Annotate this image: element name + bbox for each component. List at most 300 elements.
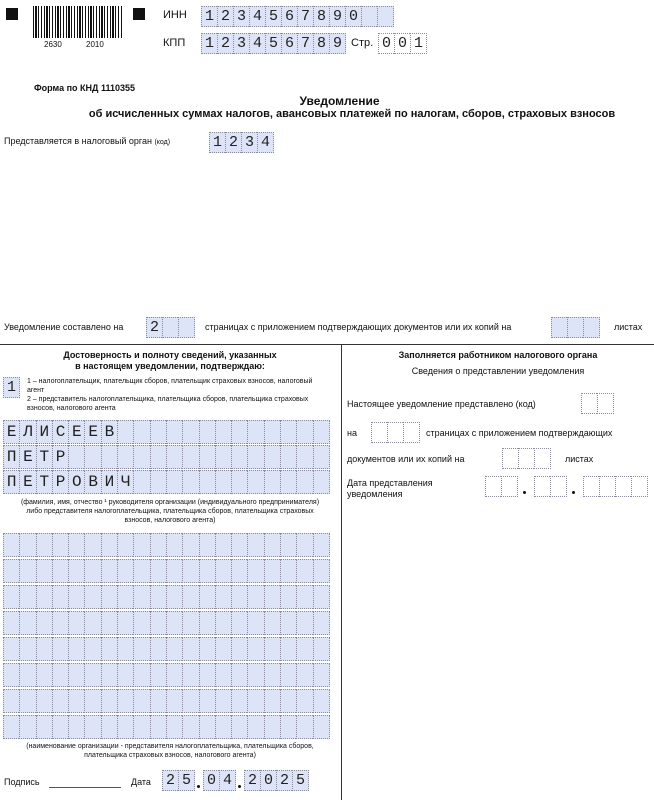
char-cell[interactable]: [280, 470, 296, 494]
char-cell[interactable]: 2: [276, 770, 292, 791]
date-year-field[interactable]: [244, 770, 309, 791]
char-cell[interactable]: [534, 476, 550, 497]
office-date-month-field[interactable]: [534, 476, 567, 497]
char-cell[interactable]: [581, 393, 597, 414]
char-cell[interactable]: [231, 533, 247, 557]
char-cell[interactable]: [150, 470, 166, 494]
char-cell[interactable]: [518, 448, 534, 469]
char-cell[interactable]: [247, 420, 263, 444]
char-cell[interactable]: [313, 611, 330, 635]
organization-name-row[interactable]: [3, 689, 330, 713]
char-cell[interactable]: [166, 689, 182, 713]
char-cell[interactable]: [296, 470, 312, 494]
char-cell[interactable]: [19, 689, 35, 713]
char-cell[interactable]: [387, 422, 403, 443]
char-cell[interactable]: В: [84, 470, 100, 494]
char-cell[interactable]: [551, 317, 567, 338]
char-cell[interactable]: [84, 585, 100, 609]
char-cell[interactable]: [199, 470, 215, 494]
char-cell[interactable]: [280, 663, 296, 687]
char-cell[interactable]: [150, 445, 166, 469]
char-cell[interactable]: Л: [19, 420, 35, 444]
char-cell[interactable]: [162, 317, 178, 338]
char-cell[interactable]: [264, 663, 280, 687]
char-cell[interactable]: [280, 559, 296, 583]
char-cell[interactable]: [36, 559, 52, 583]
char-cell[interactable]: [313, 663, 330, 687]
char-cell[interactable]: [36, 663, 52, 687]
char-cell[interactable]: [264, 420, 280, 444]
char-cell[interactable]: [101, 715, 117, 739]
char-cell[interactable]: Р: [52, 470, 68, 494]
char-cell[interactable]: [133, 663, 149, 687]
char-cell[interactable]: 1: [201, 33, 217, 54]
char-cell[interactable]: [166, 445, 182, 469]
tax-office-code-field[interactable]: [209, 132, 274, 153]
char-cell[interactable]: [84, 637, 100, 661]
char-cell[interactable]: [117, 715, 133, 739]
char-cell[interactable]: [3, 663, 19, 687]
char-cell[interactable]: 3: [233, 6, 249, 27]
char-cell[interactable]: [117, 637, 133, 661]
char-cell[interactable]: [215, 689, 231, 713]
char-cell[interactable]: [199, 559, 215, 583]
char-cell[interactable]: 0: [203, 770, 219, 791]
char-cell[interactable]: [567, 317, 583, 338]
char-cell[interactable]: [68, 715, 84, 739]
char-cell[interactable]: [231, 637, 247, 661]
signature-line[interactable]: [49, 787, 121, 788]
organization-name-row[interactable]: [3, 715, 330, 739]
organization-name-row[interactable]: [3, 559, 330, 583]
char-cell[interactable]: [68, 663, 84, 687]
char-cell[interactable]: [247, 445, 263, 469]
char-cell[interactable]: [199, 663, 215, 687]
char-cell[interactable]: 0: [378, 33, 394, 54]
char-cell[interactable]: 3: [241, 132, 257, 153]
char-cell[interactable]: [215, 445, 231, 469]
char-cell[interactable]: [166, 585, 182, 609]
char-cell[interactable]: 5: [265, 6, 281, 27]
char-cell[interactable]: [280, 445, 296, 469]
char-cell[interactable]: [231, 585, 247, 609]
char-cell[interactable]: [215, 470, 231, 494]
char-cell[interactable]: [231, 559, 247, 583]
char-cell[interactable]: [247, 611, 263, 635]
char-cell[interactable]: [19, 663, 35, 687]
char-cell[interactable]: [296, 689, 312, 713]
char-cell[interactable]: [84, 559, 100, 583]
char-cell[interactable]: [280, 715, 296, 739]
char-cell[interactable]: [296, 611, 312, 635]
char-cell[interactable]: [52, 611, 68, 635]
char-cell[interactable]: [264, 585, 280, 609]
char-cell[interactable]: [84, 611, 100, 635]
char-cell[interactable]: [296, 663, 312, 687]
char-cell[interactable]: [68, 445, 84, 469]
char-cell[interactable]: [264, 559, 280, 583]
char-cell[interactable]: [68, 585, 84, 609]
char-cell[interactable]: [166, 715, 182, 739]
char-cell[interactable]: [150, 715, 166, 739]
char-cell[interactable]: Е: [3, 420, 19, 444]
inn-field[interactable]: [201, 6, 394, 27]
char-cell[interactable]: [631, 476, 648, 497]
char-cell[interactable]: [3, 559, 19, 583]
char-cell[interactable]: 0: [394, 33, 410, 54]
char-cell[interactable]: [534, 448, 551, 469]
char-cell[interactable]: [166, 420, 182, 444]
char-cell[interactable]: [182, 585, 198, 609]
char-cell[interactable]: [313, 559, 330, 583]
char-cell[interactable]: [84, 533, 100, 557]
char-cell[interactable]: [150, 611, 166, 635]
char-cell[interactable]: [68, 533, 84, 557]
char-cell[interactable]: [101, 533, 117, 557]
char-cell[interactable]: Е: [84, 420, 100, 444]
char-cell[interactable]: [280, 689, 296, 713]
char-cell[interactable]: [296, 420, 312, 444]
char-cell[interactable]: [182, 445, 198, 469]
char-cell[interactable]: 5: [292, 770, 309, 791]
char-cell[interactable]: [182, 611, 198, 635]
char-cell[interactable]: 8: [313, 33, 329, 54]
char-cell[interactable]: Е: [19, 470, 35, 494]
char-cell[interactable]: 9: [329, 33, 346, 54]
char-cell[interactable]: П: [3, 445, 19, 469]
char-cell[interactable]: [182, 420, 198, 444]
office-date-day-field[interactable]: [485, 476, 518, 497]
char-cell[interactable]: [150, 689, 166, 713]
char-cell[interactable]: [231, 445, 247, 469]
char-cell[interactable]: [215, 420, 231, 444]
last-name-field[interactable]: [3, 420, 330, 444]
char-cell[interactable]: 7: [297, 33, 313, 54]
char-cell[interactable]: [133, 715, 149, 739]
char-cell[interactable]: [215, 715, 231, 739]
char-cell[interactable]: [150, 663, 166, 687]
organization-name-row[interactable]: [3, 585, 330, 609]
char-cell[interactable]: Ч: [117, 470, 133, 494]
char-cell[interactable]: [199, 445, 215, 469]
char-cell[interactable]: [215, 637, 231, 661]
char-cell[interactable]: [231, 420, 247, 444]
char-cell[interactable]: [247, 533, 263, 557]
char-cell[interactable]: С: [52, 420, 68, 444]
char-cell[interactable]: [215, 559, 231, 583]
char-cell[interactable]: [403, 422, 420, 443]
char-cell[interactable]: [199, 420, 215, 444]
char-cell[interactable]: [117, 420, 133, 444]
char-cell[interactable]: Е: [19, 445, 35, 469]
char-cell[interactable]: 6: [281, 33, 297, 54]
date-month-field[interactable]: [203, 770, 236, 791]
char-cell[interactable]: [133, 611, 149, 635]
char-cell[interactable]: 8: [313, 6, 329, 27]
char-cell[interactable]: [247, 470, 263, 494]
char-cell[interactable]: [280, 637, 296, 661]
sheets-count-field[interactable]: [551, 317, 600, 338]
char-cell[interactable]: 5: [265, 33, 281, 54]
char-cell[interactable]: И: [101, 470, 117, 494]
char-cell[interactable]: [133, 585, 149, 609]
char-cell[interactable]: [182, 470, 198, 494]
char-cell[interactable]: [84, 689, 100, 713]
char-cell[interactable]: [182, 637, 198, 661]
signer-type-field[interactable]: [3, 377, 20, 398]
char-cell[interactable]: [101, 663, 117, 687]
char-cell[interactable]: 0: [345, 6, 361, 27]
char-cell[interactable]: [296, 533, 312, 557]
char-cell[interactable]: 6: [281, 6, 297, 27]
char-cell[interactable]: [313, 470, 330, 494]
char-cell[interactable]: 4: [257, 132, 274, 153]
char-cell[interactable]: [133, 470, 149, 494]
char-cell[interactable]: [231, 663, 247, 687]
char-cell[interactable]: 2: [217, 6, 233, 27]
char-cell[interactable]: [101, 585, 117, 609]
organization-name-row[interactable]: [3, 533, 330, 557]
char-cell[interactable]: [19, 637, 35, 661]
char-cell[interactable]: [182, 689, 198, 713]
char-cell[interactable]: [264, 715, 280, 739]
char-cell[interactable]: [133, 689, 149, 713]
char-cell[interactable]: 9: [329, 6, 345, 27]
first-name-field[interactable]: [3, 445, 330, 469]
char-cell[interactable]: [84, 445, 100, 469]
office-sheets-field[interactable]: [502, 448, 551, 469]
char-cell[interactable]: [150, 637, 166, 661]
char-cell[interactable]: [150, 585, 166, 609]
char-cell[interactable]: [231, 689, 247, 713]
char-cell[interactable]: [182, 715, 198, 739]
char-cell[interactable]: Т: [36, 445, 52, 469]
page-number-field[interactable]: [378, 33, 427, 54]
char-cell[interactable]: [264, 689, 280, 713]
char-cell[interactable]: [247, 559, 263, 583]
char-cell[interactable]: Р: [52, 445, 68, 469]
char-cell[interactable]: [313, 420, 330, 444]
char-cell[interactable]: 5: [178, 770, 195, 791]
office-pages-field[interactable]: [371, 422, 420, 443]
organization-name-row[interactable]: [3, 663, 330, 687]
char-cell[interactable]: [133, 637, 149, 661]
char-cell[interactable]: [313, 715, 330, 739]
char-cell[interactable]: [264, 637, 280, 661]
char-cell[interactable]: [182, 663, 198, 687]
char-cell[interactable]: [371, 422, 387, 443]
char-cell[interactable]: [101, 611, 117, 635]
char-cell[interactable]: [36, 585, 52, 609]
char-cell[interactable]: [583, 317, 600, 338]
char-cell[interactable]: [199, 533, 215, 557]
char-cell[interactable]: [36, 533, 52, 557]
char-cell[interactable]: [3, 689, 19, 713]
char-cell[interactable]: 1: [209, 132, 225, 153]
char-cell[interactable]: [599, 476, 615, 497]
char-cell[interactable]: [52, 533, 68, 557]
char-cell[interactable]: [615, 476, 631, 497]
char-cell[interactable]: [166, 637, 182, 661]
char-cell[interactable]: [199, 637, 215, 661]
char-cell[interactable]: [501, 476, 518, 497]
char-cell[interactable]: В: [101, 420, 117, 444]
char-cell[interactable]: [101, 689, 117, 713]
char-cell[interactable]: [52, 559, 68, 583]
char-cell[interactable]: 0: [260, 770, 276, 791]
char-cell[interactable]: [597, 393, 614, 414]
char-cell[interactable]: [231, 715, 247, 739]
char-cell[interactable]: [296, 559, 312, 583]
char-cell[interactable]: [166, 663, 182, 687]
char-cell[interactable]: [150, 420, 166, 444]
char-cell[interactable]: [313, 445, 330, 469]
char-cell[interactable]: [231, 611, 247, 635]
char-cell[interactable]: [247, 689, 263, 713]
char-cell[interactable]: [215, 585, 231, 609]
pages-count-field[interactable]: [146, 317, 195, 338]
char-cell[interactable]: [166, 559, 182, 583]
char-cell[interactable]: [101, 637, 117, 661]
char-cell[interactable]: [583, 476, 599, 497]
char-cell[interactable]: [247, 715, 263, 739]
char-cell[interactable]: [550, 476, 567, 497]
organization-name-row[interactable]: [3, 611, 330, 635]
char-cell[interactable]: [19, 611, 35, 635]
char-cell[interactable]: [3, 533, 19, 557]
char-cell[interactable]: [133, 533, 149, 557]
char-cell[interactable]: [178, 317, 195, 338]
char-cell[interactable]: [68, 689, 84, 713]
char-cell[interactable]: 7: [297, 6, 313, 27]
char-cell[interactable]: [313, 689, 330, 713]
char-cell[interactable]: [68, 611, 84, 635]
char-cell[interactable]: [117, 585, 133, 609]
char-cell[interactable]: П: [3, 470, 19, 494]
char-cell[interactable]: [101, 445, 117, 469]
char-cell[interactable]: [117, 689, 133, 713]
char-cell[interactable]: [3, 637, 19, 661]
char-cell[interactable]: [36, 689, 52, 713]
char-cell[interactable]: [52, 637, 68, 661]
char-cell[interactable]: [280, 611, 296, 635]
char-cell[interactable]: [84, 715, 100, 739]
char-cell[interactable]: [68, 559, 84, 583]
char-cell[interactable]: [117, 445, 133, 469]
char-cell[interactable]: [296, 715, 312, 739]
char-cell[interactable]: [264, 533, 280, 557]
char-cell[interactable]: [36, 715, 52, 739]
char-cell[interactable]: 3: [233, 33, 249, 54]
char-cell[interactable]: [247, 637, 263, 661]
office-date-year-field[interactable]: [583, 476, 648, 497]
char-cell[interactable]: [199, 689, 215, 713]
char-cell[interactable]: [3, 715, 19, 739]
char-cell[interactable]: [485, 476, 501, 497]
char-cell[interactable]: [133, 559, 149, 583]
char-cell[interactable]: [166, 533, 182, 557]
char-cell[interactable]: [264, 611, 280, 635]
char-cell[interactable]: [199, 585, 215, 609]
char-cell[interactable]: [361, 6, 377, 27]
char-cell[interactable]: [3, 611, 19, 635]
char-cell[interactable]: [231, 470, 247, 494]
char-cell[interactable]: [313, 637, 330, 661]
char-cell[interactable]: 4: [249, 6, 265, 27]
char-cell[interactable]: [182, 559, 198, 583]
char-cell[interactable]: 2: [244, 770, 260, 791]
char-cell[interactable]: 1: [201, 6, 217, 27]
char-cell[interactable]: [84, 663, 100, 687]
char-cell[interactable]: [133, 420, 149, 444]
char-cell[interactable]: [199, 715, 215, 739]
char-cell[interactable]: О: [68, 470, 84, 494]
char-cell[interactable]: [502, 448, 518, 469]
char-cell[interactable]: [264, 445, 280, 469]
char-cell[interactable]: [215, 663, 231, 687]
char-cell[interactable]: [52, 689, 68, 713]
char-cell[interactable]: [313, 533, 330, 557]
char-cell[interactable]: [264, 470, 280, 494]
char-cell[interactable]: [313, 585, 330, 609]
char-cell[interactable]: [377, 6, 394, 27]
char-cell[interactable]: [215, 533, 231, 557]
char-cell[interactable]: И: [36, 420, 52, 444]
middle-name-field[interactable]: [3, 470, 330, 494]
char-cell[interactable]: [296, 637, 312, 661]
char-cell[interactable]: [296, 585, 312, 609]
char-cell[interactable]: [3, 585, 19, 609]
char-cell[interactable]: 2: [217, 33, 233, 54]
char-cell[interactable]: 1: [410, 33, 427, 54]
kpp-field[interactable]: [201, 33, 346, 54]
char-cell[interactable]: 4: [219, 770, 236, 791]
char-cell[interactable]: [182, 533, 198, 557]
char-cell[interactable]: [52, 663, 68, 687]
char-cell[interactable]: 2: [225, 132, 241, 153]
char-cell[interactable]: [36, 637, 52, 661]
char-cell[interactable]: [280, 533, 296, 557]
char-cell[interactable]: [296, 445, 312, 469]
char-cell[interactable]: [150, 533, 166, 557]
char-cell[interactable]: [117, 559, 133, 583]
char-cell[interactable]: [166, 470, 182, 494]
char-cell[interactable]: [68, 637, 84, 661]
char-cell[interactable]: [133, 445, 149, 469]
char-cell[interactable]: [280, 585, 296, 609]
char-cell[interactable]: [101, 559, 117, 583]
char-cell[interactable]: [199, 611, 215, 635]
char-cell[interactable]: [19, 585, 35, 609]
char-cell[interactable]: [117, 663, 133, 687]
char-cell[interactable]: 1: [3, 377, 20, 398]
char-cell[interactable]: [150, 559, 166, 583]
char-cell[interactable]: [19, 715, 35, 739]
char-cell[interactable]: [36, 611, 52, 635]
char-cell[interactable]: [280, 420, 296, 444]
char-cell[interactable]: Е: [68, 420, 84, 444]
submitted-code-field[interactable]: [581, 393, 614, 414]
char-cell[interactable]: [117, 533, 133, 557]
char-cell[interactable]: [19, 559, 35, 583]
char-cell[interactable]: Т: [36, 470, 52, 494]
char-cell[interactable]: 2: [146, 317, 162, 338]
char-cell[interactable]: [117, 611, 133, 635]
char-cell[interactable]: [215, 611, 231, 635]
char-cell[interactable]: [52, 715, 68, 739]
char-cell[interactable]: 4: [249, 33, 265, 54]
char-cell[interactable]: [247, 585, 263, 609]
